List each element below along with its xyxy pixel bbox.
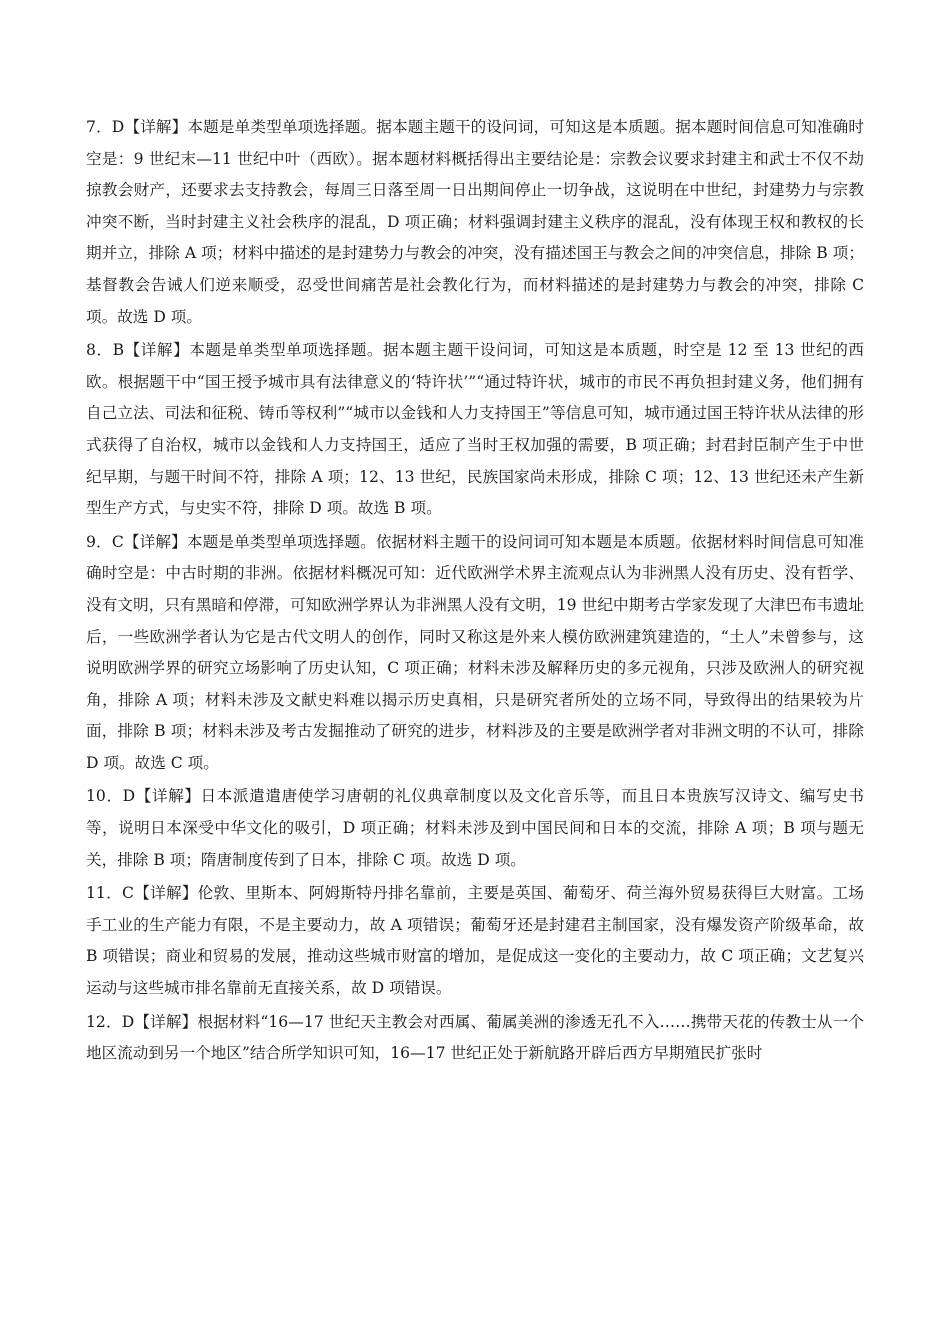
answer-11-explanation: 11．C【详解】伦敦、里斯本、阿姆斯特丹排名靠前，主要是英国、葡萄牙、荷兰海外贸易获得巨大财富。工场手工业的生产能力有限，不是主要动力，故 A 项错误；葡萄牙还是封建君主制国家，没有爆发资产阶级革命，故 B 项错误；商业和贸易的发展，推动这些城市财富的增加，是促成这一变化的主要动力，故 C 项正确；文艺复兴运动与这些城市排名靠前无直接关系，故 D 项错误。 [86, 884, 864, 998]
answer-8-explanation: 8．B【详解】本题是单类型单项选择题。据本题主题干设问词，可知这是本质题，时空是 12 至 13 世纪的西欧。根据题干中“国王授予城市具有法律意义的‘特许状’”“通过特许状，城市的市民不再负担封建义务，他们拥有自己立法、司法和征税、铸币等权利”“城市以金钱和人力支持国王”等信息可知，城市通过国王特许状从法律的形式获得了自治权，城市以金钱和人力支持国王，适应了当时王权加强的需要，B 项正确；封君封臣制产生于中世纪早期，与题干时间不符，排除 A 项；12、13 世纪，民族国家尚未形成，排除 C 项；12、13 世纪还未产生新型生产方式，与史实不符，排除 D 项。故选 B 项。 [86, 341, 864, 518]
answer-10-explanation: 10．D【详解】日本派遣遣唐使学习唐朝的礼仪典章制度以及文化音乐等，而且日本贵族写汉诗文、编写史书等，说明日本深受中华文化的吸引，D 项正确；材料未涉及到中国民间和日本的交流，排除 A 项；B 项与题无关，排除 B 项；隋唐制度传到了日本，排除 C 项。故选 D 项。 [86, 787, 864, 869]
document-page [86, 112, 864, 1070]
answer-9-explanation: 9．C【详解】本题是单类型单项选择题。依据材料主题干的设问词可知本题是本质题。依据材料时间信息可知准确时空是：中古时期的非洲。依据材料概况可知：近代欧洲学术界主流观点认为非洲黑人没有历史、没有哲学、没有文明，只有黑暗和停滞，可知欧洲学界认为非洲黑人没有文明，19 世纪中期考古学家发现了大津巴布韦遗址后，一些欧洲学者认为它是古代文明人的创作，同时又称这是外来人模仿欧洲建筑建造的，“土人”未曾参与，这说明欧洲学界的研究立场影响了历史认知，C 项正确；材料未涉及解释历史的多元视角，只涉及欧洲人的研究视角，排除 A 项；材料未涉及文献史料难以揭示历史真相，只是研究者所处的立场不同，导致得出的结果较为片面，排除 B 项；材料未涉及考古发掘推动了研究的进步，材料涉及的主要是欧洲学者对非洲文明的不认可，排除 D 项。故选 C 项。 [86, 532, 864, 772]
answer-7-explanation: 7．D【详解】本题是单类型单项选择题。据本题主题干的设问词，可知这是本质题。据本题时间信息可知准确时空是：9 世纪末—11 世纪中叶（西欧）。据本题材料概括得出主要结论是：宗教会议要求封建主和武士不仅不劫掠教会财产，还要求去支持教会，每周三日落至周一日出期间停止一切争战，这说明在中世纪，封建势力与宗教冲突不断，当时封建主义社会秩序的混乱，D 项正确；材料强调封建主义秩序的混乱，没有体现王权和教权的长期并立，排除 A 项；材料中描述的是封建势力与教会的冲突，没有描述国王与教会之间的冲突信息，排除 B 项；基督教会告诫人们逆来顺受，忍受世间痛苦是社会教化行为，而材料描述的是封建势力与教会的冲突，排除 C 项。故选 D 项。 [86, 118, 864, 326]
answer-12-explanation: 12．D【详解】根据材料“16—17 世纪天主教会对西属、葡属美洲的渗透无孔不入……携带天花的传教士从一个地区流动到另一个地区”结合所学知识可知，16—17 世纪正处于新航路开辟后西方早期殖民扩张时 [86, 1012, 864, 1063]
